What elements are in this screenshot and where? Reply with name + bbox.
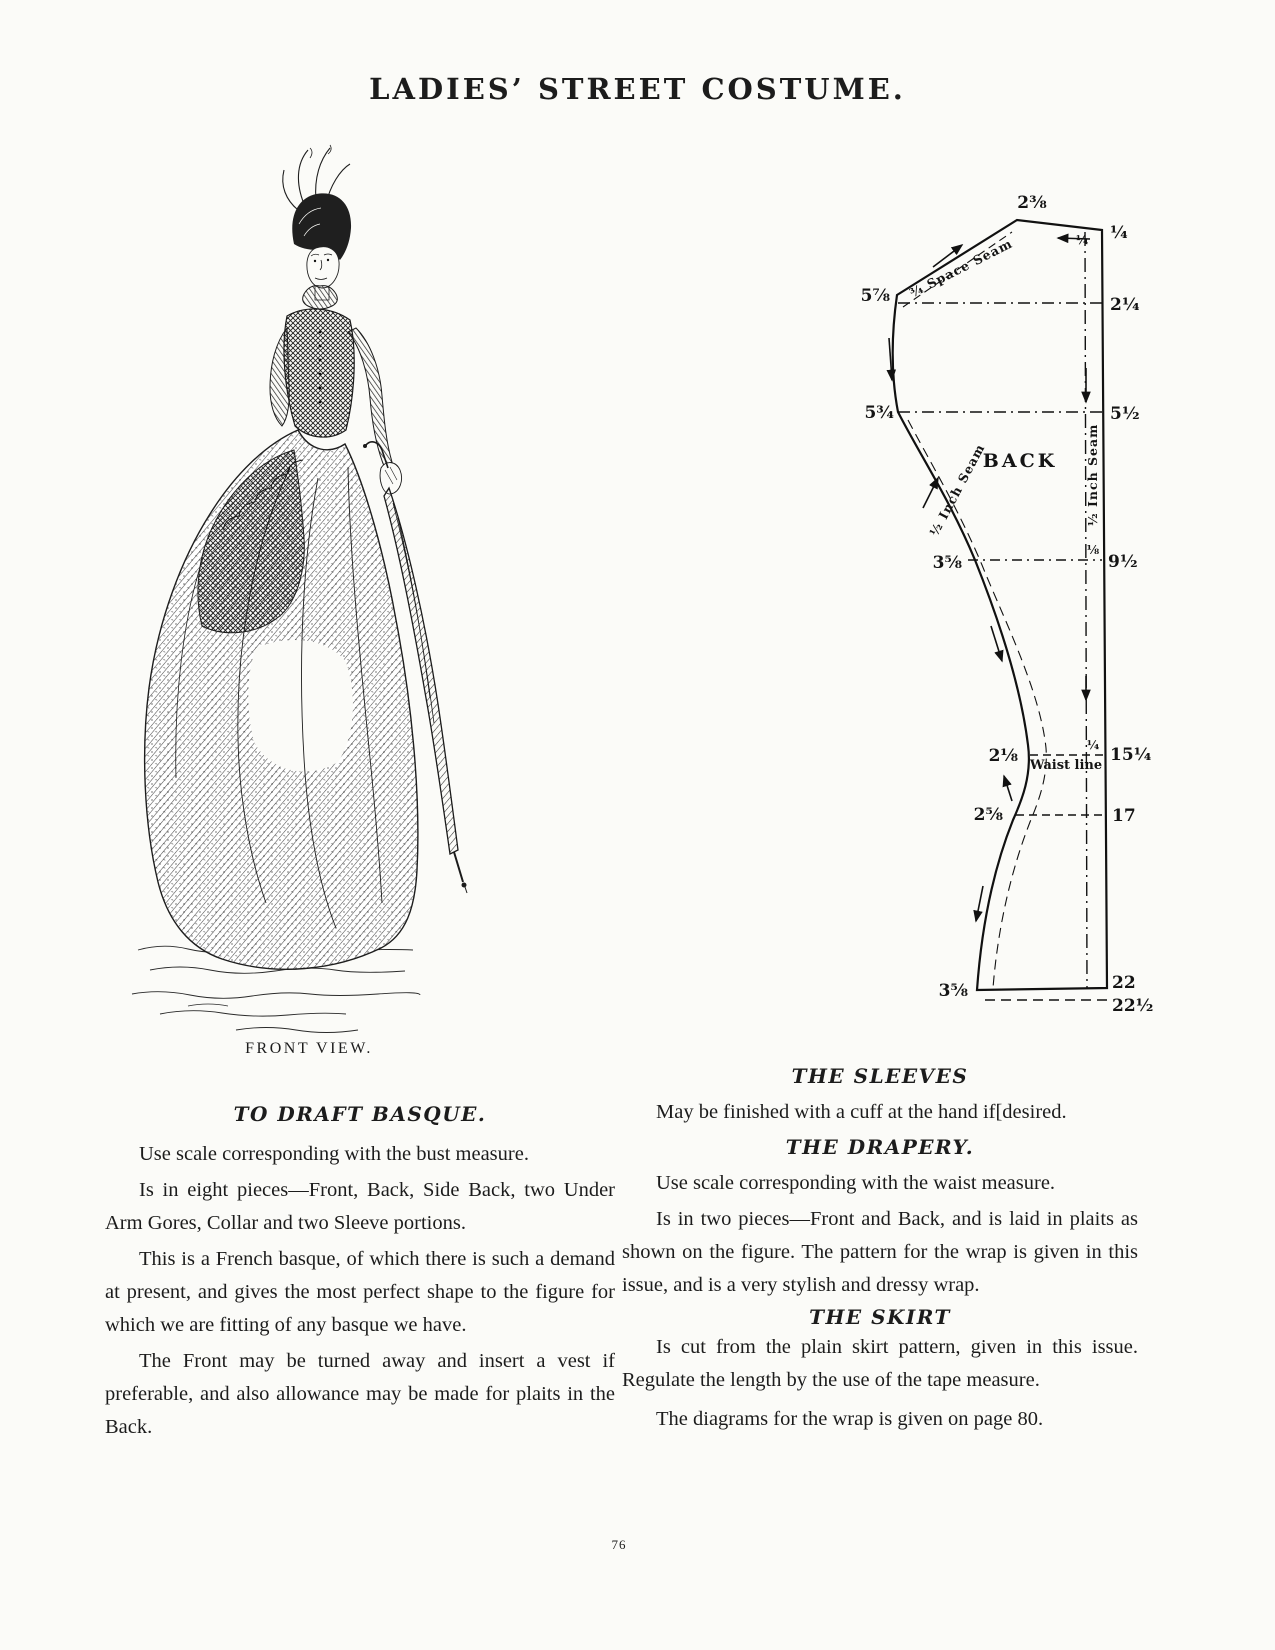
paragraph: Is in two pieces—Front and Back, and is laid in plaits as shown on the figure. The pattern for the wrap is given in this issue, and is a very stylish and dressy wrap.	[622, 1208, 1138, 1296]
measurement-right-4: 9½	[1108, 552, 1138, 572]
illustration-caption: FRONT VIEW.	[245, 1040, 373, 1057]
skirt	[145, 430, 418, 969]
measurement-right-1: ¼	[1110, 223, 1128, 243]
pattern-outline	[893, 220, 1107, 990]
paragraph: The Front may be turned away and insert a vest if preferable, and also allowance may be made for plaits in the Back.	[105, 1350, 615, 1438]
paragraph: Use scale corresponding with the waist measure.	[656, 1172, 1056, 1194]
paragraph: The diagrams for the wrap is given on page 80.	[656, 1408, 1044, 1430]
measurement-left-4: 2⅛	[988, 746, 1018, 766]
paragraph: Use scale corresponding with the bust measure.	[139, 1143, 529, 1165]
measurement-right-5: 15¼	[1110, 745, 1152, 765]
measurement-right-4-small: ⅛	[1086, 543, 1100, 557]
measurement-left-3: 3⅝	[932, 553, 962, 573]
waist-line-label: Waist line	[1029, 758, 1103, 773]
measurement-top: 2⅜	[1017, 193, 1047, 213]
measurement-corner-small: ¼	[1075, 233, 1089, 247]
measurement-left-1: 5⅞	[860, 286, 890, 306]
fashion-figure-illustration	[108, 138, 510, 1046]
measurement-right-5-small: ¼	[1086, 738, 1100, 752]
measurement-left-2: 5¾	[864, 403, 894, 423]
paragraph: This is a French basque, of which there is such a demand at present, and gives the most perfect shape to the figure for which we are fitting of any basque we have.	[105, 1248, 615, 1336]
measurement-left-5: 2⅝	[973, 805, 1003, 825]
paragraph: Is in eight pieces—Front, Back, Side Back, two Under Arm Gores, Collar and two Sleeve portions.	[105, 1179, 615, 1234]
piece-name-label: BACK	[982, 450, 1058, 472]
right-column	[622, 1064, 1138, 1439]
shoulder-seam-label: ¾ Space Seam	[906, 235, 1015, 301]
heading-the-drapery: THE DRAPERY.	[785, 1135, 975, 1159]
measurement-left-6: 3⅝	[938, 981, 968, 1001]
back-seam-label: ½ Inch Seam	[1085, 423, 1100, 527]
measurement-right-3: 5½	[1110, 404, 1140, 424]
page-number: 76	[611, 1537, 627, 1552]
measurement-right-7: 22	[1112, 973, 1136, 993]
heading-the-sleeves: THE SLEEVES	[791, 1064, 969, 1088]
measurement-right-6: 17	[1112, 806, 1136, 826]
fashion-plate	[108, 138, 510, 1046]
construction-lines	[898, 232, 1107, 1000]
paragraph: Is cut from the plain skirt pattern, given in this issue. Regulate the length by the use of the tape measure.	[622, 1336, 1138, 1391]
left-column	[105, 1096, 615, 1447]
heading-the-skirt: THE SKIRT	[809, 1305, 951, 1329]
heading-to-draft-basque: TO DRAFT BASQUE.	[233, 1102, 487, 1126]
measurement-right-2: 2¼	[1110, 295, 1140, 315]
page-title: LADIES’ STREET COSTUME.	[369, 72, 906, 106]
paragraph: May be finished with a cuff at the hand if[desired.	[656, 1101, 1067, 1123]
head	[283, 145, 351, 309]
side-seam-label: ½ Inch Seam	[926, 441, 988, 539]
back-pattern-diagram	[808, 160, 1160, 1020]
measurement-right-8: 22½	[1112, 996, 1154, 1016]
